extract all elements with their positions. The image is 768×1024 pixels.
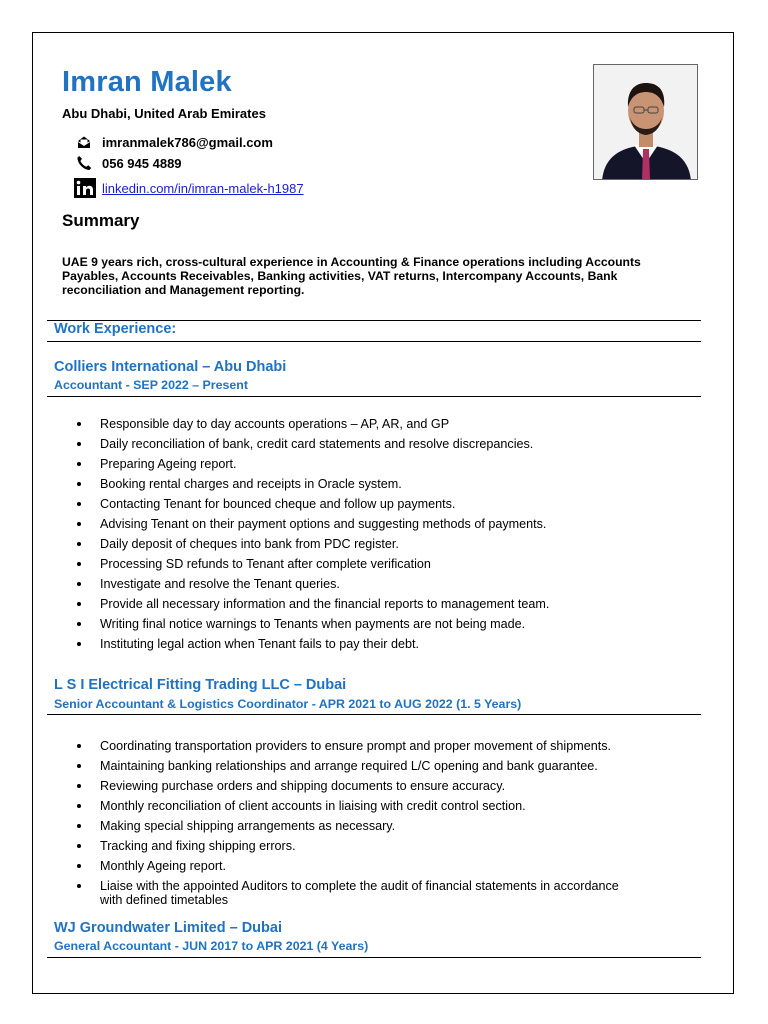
list-item: Tracking and fixing shipping errors. <box>77 839 677 853</box>
work-experience-heading: Work Experience: <box>54 321 177 337</box>
section-divider <box>47 341 701 342</box>
job-company: WJ Groundwater Limited – Dubai <box>54 920 282 936</box>
job-divider <box>47 957 701 958</box>
list-item: Coordinating transportation providers to ensure prompt and proper movement of shipments. <box>77 739 677 753</box>
list-item: Liaise with the appointed Auditors to complete the audit of financial statements in accordance with defined timetables <box>77 879 632 907</box>
list-item: Advising Tenant on their payment options and suggesting methods of payments. <box>77 517 677 531</box>
list-item: Writing final notice warnings to Tenants when payments are not being made. <box>77 617 677 631</box>
job-divider <box>47 714 701 715</box>
email-text[interactable]: imranmalek786@gmail.com <box>102 134 273 150</box>
job-role: General Accountant - JUN 2017 to APR 2021 (4 Years) <box>54 939 369 953</box>
summary-heading: Summary <box>62 211 140 230</box>
list-item: Monthly Ageing report. <box>77 859 677 873</box>
list-item: Booking rental charges and receipts in Oracle system. <box>77 477 677 491</box>
linkedin-link[interactable]: linkedin.com/in/imran-malek-h1987 <box>102 180 304 196</box>
list-item: Provide all necessary information and the financial reports to management team. <box>77 597 677 611</box>
list-item: Contacting Tenant for bounced cheque and follow up payments. <box>77 497 677 511</box>
job-company: L S I Electrical Fitting Trading LLC – Dubai <box>54 677 347 693</box>
job-role: Senior Accountant & Logistics Coordinator - APR 2021 to AUG 2022 (1. 5 Years) <box>54 697 522 711</box>
list-item: Processing SD refunds to Tenant after complete verification <box>77 557 677 571</box>
list-item: Making special shipping arrangements as necessary. <box>77 819 677 833</box>
list-item: Monthly reconciliation of client accounts in liaising with credit control section. <box>77 799 677 813</box>
list-item: Responsible day to day accounts operations – AP, AR, and GP <box>77 417 677 431</box>
job-divider <box>47 396 701 397</box>
list-item: Reviewing purchase orders and shipping documents to ensure accuracy. <box>77 779 677 793</box>
summary-text: UAE 9 years rich, cross-cultural experience in Accounting & Finance operations including Accounts Payables, Accounts Receivables, Banking activities, VAT returns, Intercompany Accounts, Bank reconciliation and Management reporting. <box>62 255 641 297</box>
job-duties-list <box>77 739 677 913</box>
job-duties-list <box>77 417 677 657</box>
linkedin-icon <box>74 178 96 198</box>
list-item: Preparing Ageing report. <box>77 457 677 471</box>
email-icon <box>74 134 94 150</box>
job-role: Accountant - SEP 2022 – Present <box>54 378 248 392</box>
phone-icon <box>74 155 94 171</box>
list-item: Maintaining banking relationships and arrange required L/C opening and bank guarantee. <box>77 759 677 773</box>
phone-contact <box>74 155 182 171</box>
job-company: Colliers International – Abu Dhabi <box>54 359 287 375</box>
email-contact <box>74 134 273 150</box>
list-item: Investigate and resolve the Tenant queries. <box>77 577 677 591</box>
profile-photo <box>593 64 698 180</box>
linkedin-contact <box>74 178 304 198</box>
candidate-location: Abu Dhabi, United Arab Emirates <box>62 106 266 121</box>
list-item: Daily reconciliation of bank, credit card statements and resolve discrepancies. <box>77 437 677 451</box>
list-item: Instituting legal action when Tenant fails to pay their debt. <box>77 637 677 651</box>
candidate-name: Imran Malek <box>62 66 232 98</box>
list-item: Daily deposit of cheques into bank from PDC register. <box>77 537 677 551</box>
phone-text[interactable]: 056 945 4889 <box>102 155 182 171</box>
